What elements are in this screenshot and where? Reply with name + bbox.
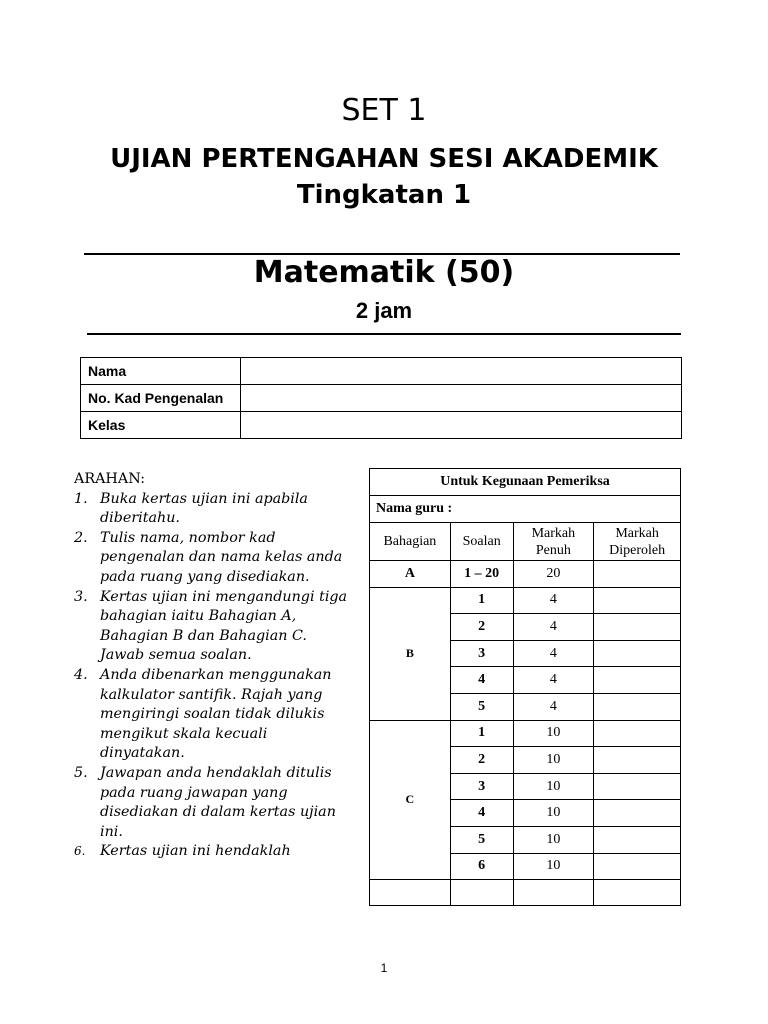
exam-title <box>0 141 768 213</box>
full-marks-cell: 4 <box>513 640 594 667</box>
candidate-info-table <box>80 357 682 439</box>
obtained-marks-cell[interactable] <box>594 561 681 588</box>
question-cell: 1 <box>450 587 513 614</box>
instruction-number: 3. <box>74 588 88 605</box>
subject-title: Matematik (50) <box>253 255 515 290</box>
column-header: Markah Penuh <box>513 523 594 561</box>
table-row <box>370 587 681 614</box>
total-cell <box>370 880 451 906</box>
candidate-info-row <box>81 385 682 412</box>
page-number: 1 <box>380 961 388 975</box>
instruction-item <box>74 588 354 666</box>
instruction-item <box>74 666 354 764</box>
set-title: SET 1 <box>341 93 427 128</box>
section-label: C <box>370 720 451 880</box>
full-marks-cell: 20 <box>513 561 594 588</box>
obtained-marks-cell[interactable] <box>594 720 681 747</box>
instruction-number: 4. <box>74 666 88 683</box>
examiner-table-title: Untuk Kegunaan Pemeriksa <box>370 469 681 496</box>
exam-title-line1: UJIAN PERTENGAHAN SESI AKADEMIK <box>110 144 658 174</box>
question-cell: 3 <box>450 773 513 800</box>
instruction-text: Jawapan anda hendaklah ditulis pada ruang jawapan yang disediakan di dalam kertas ujian ini. <box>100 764 336 840</box>
exam-title-line2: Tingkatan 1 <box>296 180 472 210</box>
total-cell <box>450 880 513 906</box>
full-marks-cell: 4 <box>513 693 594 720</box>
obtained-marks-cell[interactable] <box>594 693 681 720</box>
full-marks-cell: 10 <box>513 720 594 747</box>
full-marks-cell: 10 <box>513 747 594 774</box>
examiner-table <box>369 468 681 906</box>
instruction-item <box>74 529 354 588</box>
question-cell: 1 <box>450 720 513 747</box>
instruction-number: 1. <box>74 490 88 507</box>
question-cell: 5 <box>450 693 513 720</box>
class-field[interactable] <box>241 412 682 439</box>
teacher-label[interactable]: Nama guru : <box>370 496 681 523</box>
obtained-marks-cell[interactable] <box>594 773 681 800</box>
instruction-number: 2. <box>74 529 88 546</box>
total-row <box>370 880 681 906</box>
instruction-text: Kertas ujian ini mengandungi tiga bahagian iaitu Bahagian A, Bahagian B dan Bahagian C. Jawab semua soalan. <box>100 588 348 664</box>
obtained-marks-cell[interactable] <box>594 800 681 827</box>
full-marks-cell: 10 <box>513 800 594 827</box>
total-cell[interactable] <box>594 880 681 906</box>
question-cell: 3 <box>450 640 513 667</box>
instruction-item <box>74 842 354 862</box>
instruction-item <box>74 490 354 529</box>
obtained-marks-cell[interactable] <box>594 853 681 880</box>
column-header: Soalan <box>450 523 513 561</box>
question-cell: 5 <box>450 826 513 853</box>
instruction-number: 6. <box>74 844 86 859</box>
question-cell: 1 – 20 <box>450 561 513 588</box>
question-cell: 6 <box>450 853 513 880</box>
instruction-text: Anda dibenarkan menggunakan kalkulator santifik. Rajah yang mengiringi soalan tidak dilukis mengikut skala kecuali dinyatakan. <box>100 666 332 762</box>
ic-number-label: No. Kad Pengenalan <box>81 385 241 412</box>
full-marks-cell: 10 <box>513 853 594 880</box>
examiner-table-title-row <box>370 469 681 496</box>
teacher-row <box>370 496 681 523</box>
ic-number-field[interactable] <box>241 385 682 412</box>
name-label: Nama <box>81 358 241 385</box>
full-marks-cell: 4 <box>513 587 594 614</box>
table-row <box>370 720 681 747</box>
instructions-heading: ARAHAN: <box>74 471 146 487</box>
class-label: Kelas <box>81 412 241 439</box>
instruction-number: 5. <box>74 764 88 781</box>
obtained-marks-cell[interactable] <box>594 587 681 614</box>
full-marks-cell: 4 <box>513 614 594 641</box>
instruction-text: Kertas ujian ini hendaklah <box>100 843 291 860</box>
column-header: Bahagian <box>370 523 451 561</box>
question-cell: 2 <box>450 747 513 774</box>
section-label: B <box>370 587 451 720</box>
instruction-text: Buka kertas ujian ini apabila diberitahu. <box>100 490 308 527</box>
column-header-row <box>370 523 681 561</box>
obtained-marks-cell[interactable] <box>594 614 681 641</box>
instruction-text: Tulis nama, nombor kad pengenalan dan nama kelas anda pada ruang yang disediakan. <box>100 529 343 585</box>
question-cell: 2 <box>450 614 513 641</box>
full-marks-cell: 10 <box>513 826 594 853</box>
obtained-marks-cell[interactable] <box>594 667 681 694</box>
obtained-marks-cell[interactable] <box>594 640 681 667</box>
obtained-marks-cell[interactable] <box>594 747 681 774</box>
total-cell <box>513 880 594 906</box>
full-marks-cell: 4 <box>513 667 594 694</box>
bottom-divider <box>87 333 681 335</box>
candidate-info-row <box>81 358 682 385</box>
instructions <box>74 470 354 874</box>
obtained-marks-cell[interactable] <box>594 826 681 853</box>
exam-duration: 2 jam <box>355 298 413 323</box>
table-row <box>370 561 681 588</box>
question-cell: 4 <box>450 800 513 827</box>
column-header: Markah Diperoleh <box>594 523 681 561</box>
name-field[interactable] <box>241 358 682 385</box>
instruction-item <box>74 764 354 842</box>
candidate-info-row <box>81 412 682 439</box>
section-label: A <box>370 561 451 588</box>
full-marks-cell: 10 <box>513 773 594 800</box>
question-cell: 4 <box>450 667 513 694</box>
